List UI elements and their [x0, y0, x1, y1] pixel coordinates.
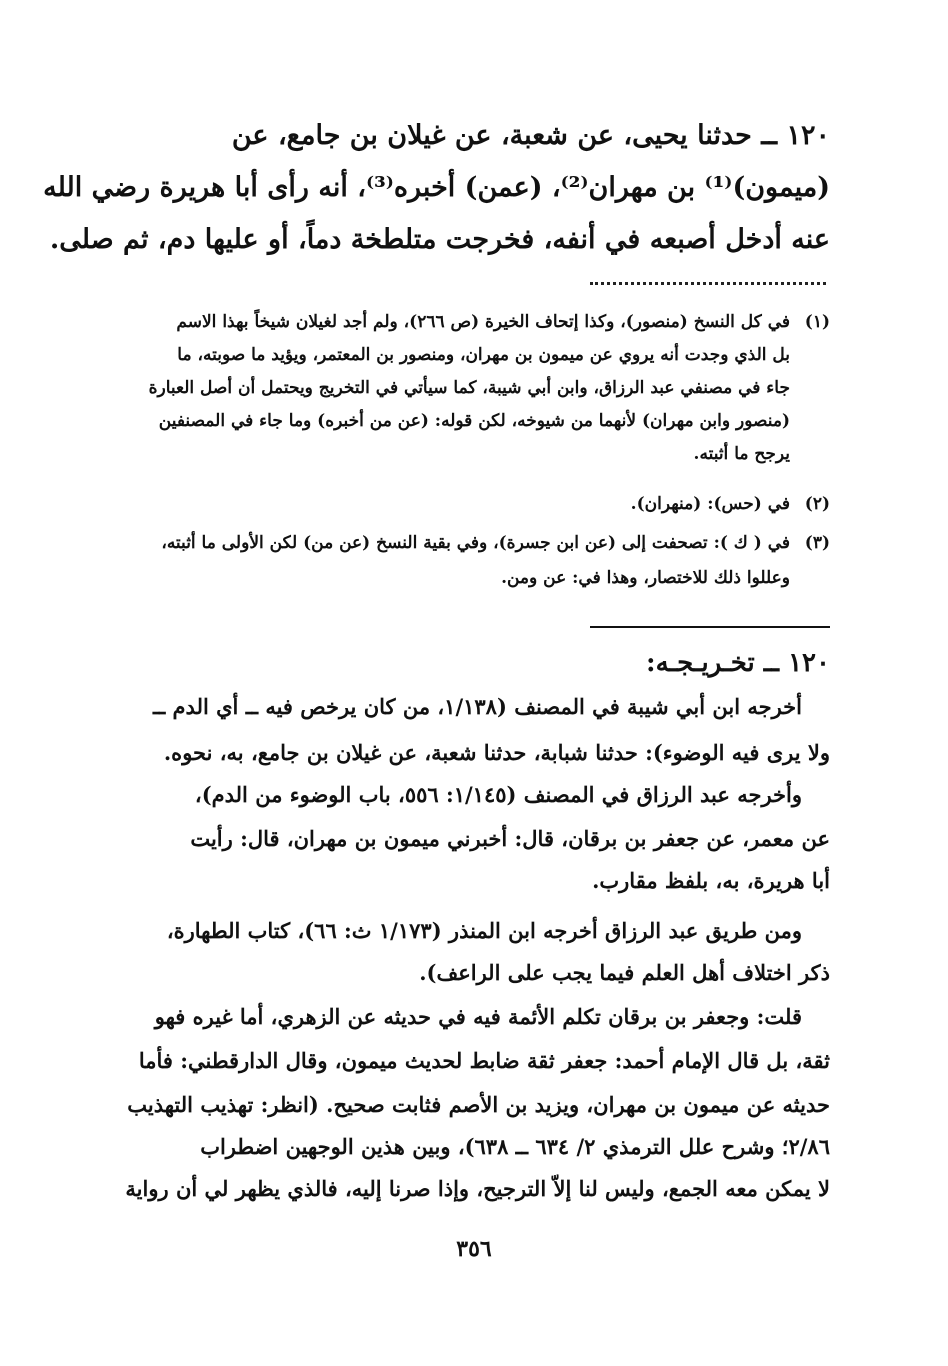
footnote-separator — [590, 282, 826, 285]
takhrij-heading: ١٢٠ ــ تخـريـجـه: — [645, 648, 830, 678]
takhrij-p1-line-1: أخرجه ابن أبي شيبة في المصنف (١/١٣٨، من كان يرخص فيه ــ أي الدم ــ — [152, 694, 802, 719]
footnote-1-line-3: جاء في مصنفي عبد الرزاق، وابن أبي شيبة، كما سيأتي في التخريج ويحتمل أن أصل العبارة — [148, 378, 790, 398]
footnote-1-line-4: (منصور وابن مهران) لأنهما من شيوخه، لكن قوله: (عن من أخبره) وما جاء في المصنفين — [158, 411, 790, 431]
takhrij-p2-line-3: أبا هريرة، به، بلفظ مقارب. — [592, 868, 830, 893]
takhrij-p2-line-2: عن معمر، عن جعفر بن برقان، قال: أخبرني ميمون بن مهران، قال: رأيت — [190, 826, 830, 851]
hadith-line-3: عنه أدخل أصبعه في أنفه، فخرجت متلطخة دماً، أو عليها دم، ثم صلى. — [49, 224, 830, 255]
takhrij-p3-line-1: ومن طريق عبد الرزاق أخرجه ابن المنذر (١/١٧٣ ث: ٦٦)، كتاب الطهارة، — [166, 918, 802, 943]
footnote-3-line-1: (٣)في ( ك ): تصحفت إلى (عن ابن جسرة)، وفي بقية النسخ (عن من) لكن الأولى ما أثبته، — [161, 533, 830, 553]
takhrij-p2-line-1: وأخرجه عبد الرزاق في المصنف (١/١٤٥: ٥٥٦، باب الوضوء من الدم)، — [194, 782, 802, 807]
footnote-1-line-1: (١)في كل النسخ (منصور)، وكذا إتحاف الخيرة (ص ٢٦٦)، ولم أجد لغيلان شيخاً بهذا الاسم — [176, 312, 830, 332]
footnote-2-number: (٢) — [804, 494, 830, 514]
footnote-2-line-1: (٢)في (حس): (منهران). — [630, 494, 830, 514]
page-number: ٣٥٦ — [456, 1236, 492, 1262]
hadith-line-1: ١٢٠ ــ حدثنا يحيى، عن شعبة، عن غيلان بن جامع، عن — [231, 120, 830, 151]
footnote-1-line-2: بل الذي وجدت أنه يروي عن ميمون بن مهران، ومنصور بن المعتمر، ويؤيد ما صوبته، ما — [177, 345, 790, 365]
footnote-1-number: (١) — [804, 312, 830, 332]
takhrij-p4-line-3: حديثه عن ميمون بن مهران، ويزيد بن الأصم فثابت صحيح. (انظر: تهذيب التهذيب — [127, 1092, 830, 1117]
takhrij-p4-line-4: ٢/٨٦؛ وشرح علل الترمذي ٢/ ٦٣٤ ــ ٦٣٨)، وبين هذين الوجهين اضطراب — [200, 1134, 830, 1159]
hadith-line-2: (ميمون)⁽¹⁾ بن مهران⁽²⁾، (عمن) أخبره⁽³⁾، أنه رأى أبا هريرة رضي الله — [43, 172, 830, 203]
section-rule — [590, 626, 830, 628]
footnote-3-line-2: وعللوا ذلك للاختصار، وهذا في: عن ومن. — [501, 568, 790, 588]
takhrij-p4-line-2: ثقة، بل قال الإمام أحمد: جعفر ثقة ضابط لحديث ميمون، وقال الدارقطني: فأما — [138, 1048, 830, 1073]
footnote-1-line-5: يرجح ما أثبته. — [693, 444, 790, 464]
takhrij-p4-line-1: قلت: وجعفر بن برقان تكلم الأئمة فيه في حديثه عن الزهري، أما غيره فهو — [154, 1004, 802, 1029]
footnote-3-number: (٣) — [804, 533, 830, 553]
takhrij-p4-line-5: لا يمكن معه الجمع، وليس لنا إلاّ الترجيح، وإذا صرنا إليه، فالذي يظهر لي أن رواية — [125, 1176, 830, 1201]
takhrij-p3-line-2: ذكر اختلاف أهل العلم فيما يجب على الراعف). — [419, 960, 830, 985]
takhrij-p1-line-2: ولا يرى فيه الوضوء): حدثنا شبابة، حدثنا شعبة، عن غيلان بن جامع، به، نحوه. — [163, 740, 830, 765]
